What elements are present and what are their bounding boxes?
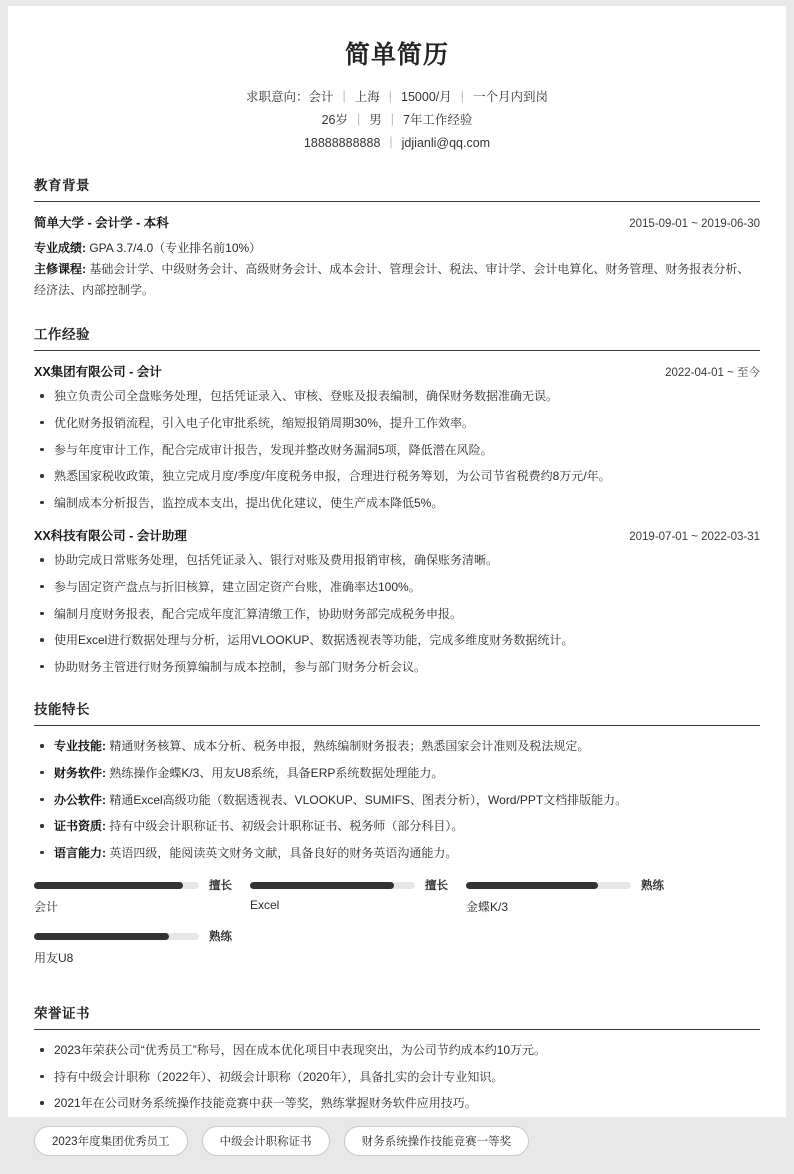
honor-bullet: 2021年在公司财务系统操作技能竞赛中获一等奖，熟练掌握财务软件应用技巧。 — [34, 1094, 760, 1113]
skill-bullet — [34, 764, 760, 783]
contact-item: 18888888888 — [303, 136, 381, 151]
contact-separator: | — [390, 112, 394, 127]
skill-item — [466, 878, 682, 915]
work-bullet: 参与固定资产盘点与折旧核算，建立固定资产台账，准确率达100%。 — [34, 578, 760, 597]
section-title-education: 教育背景 — [34, 178, 90, 194]
contact-separator: | — [356, 112, 361, 127]
skill-bar-fill — [466, 882, 598, 889]
contact-block — [34, 88, 760, 152]
contact-separator: | — [342, 89, 346, 103]
skill-name-label: 会计 — [34, 900, 59, 915]
honor-tag: 财务系统操作技能竞赛一等奖 — [344, 1126, 530, 1156]
section-title-work: 工作经验 — [34, 327, 90, 343]
contact-item: 一个月内到岗 — [473, 90, 549, 104]
honor-tag-row — [34, 1126, 760, 1164]
skill-level-label: 擅长 — [209, 880, 232, 893]
work-title: XX科技有限公司 - 会计助理 — [34, 529, 187, 544]
contact-item: 求职意向：会计 — [245, 90, 334, 104]
skill-label: 证书资质: — [54, 819, 106, 834]
contact-line — [34, 111, 760, 129]
contact-separator: | — [389, 135, 393, 150]
work-bullet: 协助财务主管进行财务预算编制与成本控制，参与部门财务分析会议。 — [34, 658, 760, 677]
skill-bar-row — [34, 929, 250, 943]
skill-bar-fill — [34, 933, 169, 940]
detail-text: 基础会计学、中级财务会计、高级财务会计、成本会计、管理会计、税法、审计学、会计电算化、财务管理、财务报表分析、经济法、内部控制学。 — [34, 262, 750, 298]
page-title: 简单简历 — [344, 41, 449, 69]
education-entry — [34, 213, 760, 301]
skill-text: 英语四级，能阅读英文财务文献，具备良好的财务英语沟通能力。 — [106, 845, 458, 860]
work-date: 2022-04-01 ~ 至今 — [665, 367, 760, 380]
work-title: XX集团有限公司 - 会计 — [34, 365, 162, 380]
skill-bar-row — [466, 878, 682, 892]
skill-level-label: 熟练 — [209, 931, 232, 944]
skill-bar-track — [34, 882, 199, 889]
skill-label: 语言能力: — [54, 845, 106, 860]
work-bullet: 优化财务报销流程，引入电子化审批系统，缩短报销周期30%，提升工作效率。 — [34, 414, 760, 433]
skill-bar-grid — [34, 878, 760, 980]
contact-separator: | — [460, 89, 464, 103]
detail-label: 专业成绩: — [34, 241, 86, 256]
work-bullet-list — [34, 551, 760, 676]
section-title-honors: 荣誉证书 — [34, 1006, 90, 1022]
skills-bullet-list — [34, 737, 760, 862]
contact-line — [34, 134, 760, 152]
resume-header — [34, 40, 760, 152]
skill-label: 财务软件: — [54, 765, 106, 780]
work-bullet: 编制月度财务报表，配合完成年度汇算清缴工作，协助财务部完成税务申报。 — [34, 605, 760, 624]
skill-label: 办公软件: — [54, 792, 106, 807]
skill-bullet — [34, 817, 760, 836]
contact-item: jdjianli@qq.com — [401, 136, 491, 151]
section-skills — [34, 698, 760, 980]
section-title-skills: 技能特长 — [34, 702, 90, 718]
skill-bar-row — [250, 878, 466, 892]
skill-bullet — [34, 791, 760, 810]
detail-text: GPA 3.7/4.0（专业排名前10%） — [86, 241, 262, 256]
skill-bar-row — [34, 878, 250, 892]
honor-bullet: 2023年荣获公司“优秀员工”称号，因在成本优化项目中表现突出，为公司节约成本约10万元。 — [34, 1041, 760, 1060]
contact-item: 上海 — [354, 90, 380, 104]
section-divider — [34, 1029, 760, 1030]
skill-item — [250, 878, 466, 915]
education-detail — [34, 259, 760, 301]
section-divider — [34, 201, 760, 202]
skill-text: 精通Excel高级功能（数据透视表、VLOOKUP、SUMIFS、图表分析），Word/PPT文档排版能力。 — [106, 792, 628, 807]
skill-bar-fill — [250, 882, 394, 889]
work-bullet: 使用Excel进行数据处理与分析，运用VLOOKUP、数据透视表等功能，完成多维度财务数据统计。 — [34, 631, 760, 650]
skill-label: 专业技能: — [54, 739, 106, 754]
skill-text: 持有中级会计职称证书、初级会计职称证书、税务师（部分科目）。 — [106, 819, 464, 834]
skill-name-label: 金蝶K/3 — [466, 900, 509, 915]
skill-bar-track — [250, 882, 415, 889]
skill-bullet — [34, 737, 760, 756]
contact-item: 15000/月 — [401, 90, 452, 104]
education-date: 2015-09-01 ~ 2019-06-30 — [629, 218, 760, 231]
skill-text: 精通财务核算、成本分析、税务申报，熟练编制财务报表；熟悉国家会计准则及税法规定。 — [106, 739, 590, 754]
entry-header — [34, 213, 760, 231]
work-entry — [34, 362, 760, 512]
education-entries — [34, 213, 760, 301]
contact-separator: | — [388, 89, 393, 103]
contact-item: 26岁 — [321, 113, 348, 128]
honor-bullet: 持有中级会计职称（2022年）、初级会计职称（2020年），具备扎实的会计专业知识。 — [34, 1068, 760, 1087]
work-entry — [34, 526, 760, 676]
honors-bullet-list — [34, 1041, 760, 1113]
education-detail — [34, 238, 760, 259]
skill-bar-track — [466, 882, 631, 889]
work-bullet-list — [34, 387, 760, 512]
skill-item — [34, 878, 250, 915]
skill-level-label: 熟练 — [641, 880, 664, 893]
resume-page — [8, 6, 786, 1149]
entry-header — [34, 526, 760, 544]
skill-name-label: 用友U8 — [34, 951, 74, 966]
section-divider — [34, 725, 760, 726]
work-bullet: 熟悉国家税收政策，独立完成月度/季度/年度税务申报，合理进行税务筹划，为公司节省税费约8万元/年。 — [34, 467, 760, 486]
detail-label: 主修课程: — [34, 262, 86, 277]
honor-tag: 中级会计职称证书 — [202, 1126, 330, 1156]
work-bullet: 独立负责公司全盘账务处理，包括凭证录入、审核、登账及报表编制，确保财务数据准确无误。 — [34, 387, 760, 406]
skill-bar-track — [34, 933, 199, 940]
skill-text: 熟练操作金蝶K/3、用友U8系统，具备ERP系统数据处理能力。 — [106, 765, 444, 780]
education-title: 简单大学 - 会计学 - 本科 — [34, 216, 169, 231]
work-entries — [34, 362, 760, 676]
honor-tag: 2023年度集团优秀员工 — [34, 1126, 188, 1156]
skill-level-label: 擅长 — [425, 880, 448, 893]
section-honors — [34, 1002, 760, 1164]
work-bullet: 协助完成日常账务处理，包括凭证录入、银行对账及费用报销审核，确保账务清晰。 — [34, 551, 760, 570]
skill-bullet — [34, 844, 760, 863]
entry-header — [34, 362, 760, 380]
contact-line — [34, 88, 760, 106]
section-divider — [34, 350, 760, 351]
skill-item — [34, 929, 250, 966]
work-date: 2019-07-01 ~ 2022-03-31 — [629, 531, 760, 544]
skill-name-label: Excel — [250, 898, 280, 913]
work-bullet: 参与年度审计工作，配合完成审计报告，发现并整改财务漏洞5项，降低潜在风险。 — [34, 441, 760, 460]
section-work — [34, 323, 760, 676]
contact-item: 男 — [369, 113, 382, 128]
section-education — [34, 174, 760, 301]
skill-bar-fill — [34, 882, 183, 889]
work-bullet: 编制成本分析报告，监控成本支出，提出优化建议，使生产成本降低5%。 — [34, 494, 760, 513]
contact-item: 7年工作经验 — [402, 113, 473, 128]
